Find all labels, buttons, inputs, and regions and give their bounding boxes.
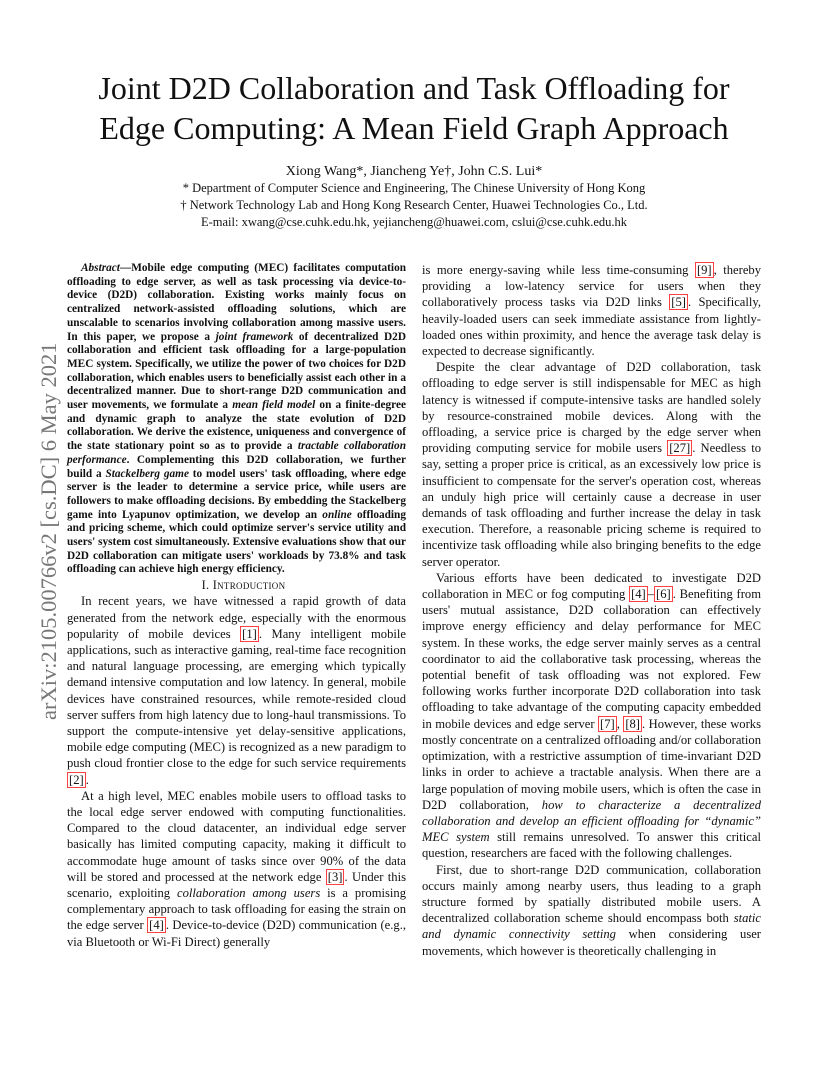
intro-paragraph-3 bbox=[422, 359, 761, 570]
affiliation-cuhk: * Department of Computer Science and Engineering, The Chinese University of Hong Kong bbox=[182, 181, 646, 195]
paragraph-text: . However, these works mostly concentrate on a centralized offloading and/or collaboration optimization, with a restrictive assumption of time-invariant D2D links in order to achieve a tractable analysis. When there are a large population of moving mobile users, which is often the case in D2D collaboration, bbox=[422, 716, 761, 812]
abstract-label: Abstract bbox=[81, 262, 120, 274]
intro-paragraph-5 bbox=[422, 862, 761, 959]
paragraph-text: , bbox=[616, 716, 624, 731]
paragraph-text: In recent years, we have witnessed a rapid growth of data generated from the network edge, especially with the enormous popularity of mobile devices bbox=[67, 594, 406, 641]
paragraph-text: . bbox=[85, 772, 89, 787]
citation-link[interactable]: [4] bbox=[631, 587, 646, 602]
paragraph-text: . Needless to say, setting a proper price is critical, as an excessively low price is insufficient to compensate for the server's operation cost, whereas an unduly high price will certainly cause a decrease in user demands of task offloading and further increase the delay in task execution. Therefore, a reasonable pricing scheme is required to incentivize task offloading while also bringing benefits to the edge server operator. bbox=[422, 441, 761, 569]
intro-paragraph-continued bbox=[422, 262, 761, 359]
citation-link[interactable]: [1] bbox=[242, 626, 257, 641]
paragraph-text: , thereby providing a low-latency service for users when they collaboratively process tasks via D2D links bbox=[422, 263, 762, 310]
paper-title bbox=[40, 68, 788, 148]
title-line-2: Edge Computing: A Mean Field Graph Approach bbox=[99, 110, 729, 146]
abstract bbox=[67, 262, 406, 577]
title-line-1: Joint D2D Collaboration and Task Offloading for bbox=[98, 70, 730, 106]
author-list: Xiong Wang*, Jiancheng Ye†, John C.S. Lui* bbox=[285, 164, 543, 179]
citation-link[interactable]: [8] bbox=[625, 716, 640, 731]
citation-link[interactable]: [6] bbox=[656, 587, 671, 602]
right-column bbox=[422, 262, 761, 959]
paragraph-text: . Specifically, heavily-loaded users can seek immediate assistance from lightly-loaded ones within proximity, and hence the average task delay is expected to decrease significantly. bbox=[422, 295, 761, 359]
paragraph-text: First, due to short-range D2D communication, collaboration occurs mainly among nearby users, thus leading to a graph structure formed by spatially distributed mobile users. A decentralized collaboration scheme should encompass both bbox=[422, 862, 761, 926]
paragraph-text: Despite the clear advantage of D2D collaboration, task offloading to edge server is still indispensable for MEC as high latency is witnessed if compute-intensive tasks are handled solely by resource-constrained mobile devices. Along with the offloading, a service price is charged by the edge server when providing computing service for mobile users bbox=[422, 360, 761, 456]
paragraph-text: . Under this scenario, exploiting bbox=[67, 869, 406, 901]
citation-link[interactable]: [2] bbox=[69, 772, 84, 787]
abstract-text-4: . Complementing this D2D collaboration, we further build a bbox=[67, 453, 406, 480]
abstract-text-2: of decentralized D2D collaboration and efficient task offloading for a large-population MEC system. Specifically, we utilize the power of two choices for D2D collaboration, which enables users to beneficially assist each other in a decentralized manner. Due to short-range D2D communication and user movements, we formulate a bbox=[67, 330, 406, 412]
paragraph-text: At a high level, MEC enables mobile users to offload tasks to the local edge server endowed with computing functionalities. Compared to the cloud datacenter, an individual edge server basically has limited computing capacity, making it difficult to accommodate huge amount of tasks since over 90% of the data will be stored and processed at the network edge bbox=[67, 788, 406, 884]
arxiv-identifier: arXiv:2105.00766v2 [cs.DC] 6 May 2021 bbox=[36, 342, 61, 720]
emphasis-text: how to characterize a decentralized collaboration and develop an efficient offloading for “dynamic” MEC system bbox=[422, 797, 762, 845]
citation-link[interactable]: [9] bbox=[696, 263, 712, 277]
abstract-text-5: to model users' task offloading, where edge server is the leader to determine a service price, while users are followers to make offloading decisions. By embedding the Stackelberg game into Lyapunov optimization, we develop an bbox=[67, 467, 407, 521]
emphasis-text: static and dynamic connectivity setting bbox=[422, 911, 761, 942]
paragraph-text: is a promising complementary approach to task offloading for easing the strain on the edge server bbox=[67, 886, 407, 933]
intro-paragraph-2 bbox=[67, 788, 406, 950]
paragraph-text: when considering user movements, which however is theoretically challenging in bbox=[422, 927, 762, 958]
abstract-emphasis-1: joint framework bbox=[215, 330, 294, 343]
paragraph-text: still remains unresolved. To answer this critical question, researchers are faced with the following challenges. bbox=[422, 830, 761, 861]
abstract-emphasis-5: online bbox=[322, 508, 352, 521]
citation-link[interactable]: [7] bbox=[600, 716, 615, 731]
intro-paragraph-4 bbox=[422, 570, 761, 862]
paragraph-text: . Benefiting from users' mutual assistance, D2D collaboration can effectively improve energy efficiency and delay performance for MEC system. In these works, the edge server mainly serves as a central coordinator to aid the collaborative task processing, whereas the potential benefit of task offloading was not explored. Few following works further incorporate D2D collaboration into task offloading to take advantage of the computing capacity embedded in mobile devices and edge server bbox=[422, 587, 761, 731]
email-line: E-mail: xwang@cse.cuhk.edu.hk, yejiancheng@huawei.com, cslui@cse.cuhk.edu.hk bbox=[200, 215, 628, 229]
intro-paragraph-1 bbox=[67, 593, 406, 787]
abstract-emphasis-4: Stackelberg game bbox=[105, 467, 189, 480]
left-column bbox=[67, 262, 406, 950]
paragraph-text: – bbox=[647, 587, 655, 602]
affiliation-huawei: † Network Technology Lab and Hong Kong Research Center, Huawei Technologies Co., Ltd. bbox=[180, 198, 648, 212]
abstract-text-1: —Mobile edge computing (MEC) facilitates computation offloading to edge server, as well as task processing via device-to-device (D2D) collaboration. Existing works mainly focus on centralized network-assisted offloading solutions, which are unscalable to scenarios involving collaboration among massive users. In this paper, we propose a bbox=[67, 262, 406, 343]
section-heading-introduction: I. Introduction bbox=[201, 578, 286, 593]
abstract-emphasis-2: mean field model bbox=[232, 399, 316, 412]
abstract-text-6: offloading and pricing scheme, which could optimize server's service utility and users' system cost simultaneously. Extensive evaluations show that our D2D collaboration can mitigate users' workloads by 73.8% and task offloading can achieve high energy efficiency. bbox=[67, 508, 406, 576]
citation-link[interactable]: [3] bbox=[327, 869, 343, 884]
paragraph-text: Various efforts have been dedicated to investigate D2D collaboration in MEC or fog computing bbox=[422, 570, 761, 602]
emphasis-text: collaboration among users bbox=[176, 886, 321, 901]
paragraph-text: . Device-to-device (D2D) communication (e.g., via Bluetooth or Wi-Fi Direct) generally bbox=[67, 918, 406, 949]
abstract-text-3: on a finite-degree and dynamic graph to analyze the state evolution of D2D collaboration. We derive the existence, uniqueness and convergence of the state stationary point so as to provide a bbox=[67, 399, 406, 453]
citation-link[interactable]: [4] bbox=[149, 918, 164, 933]
citation-link[interactable]: [5] bbox=[671, 295, 686, 310]
citation-link[interactable]: [27] bbox=[669, 441, 691, 456]
paragraph-text: is more energy-saving while less time-consuming bbox=[422, 263, 695, 277]
abstract-emphasis-3: tractable collaboration performance bbox=[67, 440, 406, 466]
paragraph-text: . Many intelligent mobile applications, such as interactive gaming, real-time face recognition and natural language processing, are emerging which typically demand intensive computation and low latency. In general, mobile devices have constrained resources, while remote-resided cloud server suffers from high latency due to long-haul transmissions. To support the compute-intensive yet delay-sensitive applications, mobile edge computing (MEC) is recognized as a new paradigm to push cloud frontier close to the edge for such service requirements bbox=[67, 626, 406, 771]
